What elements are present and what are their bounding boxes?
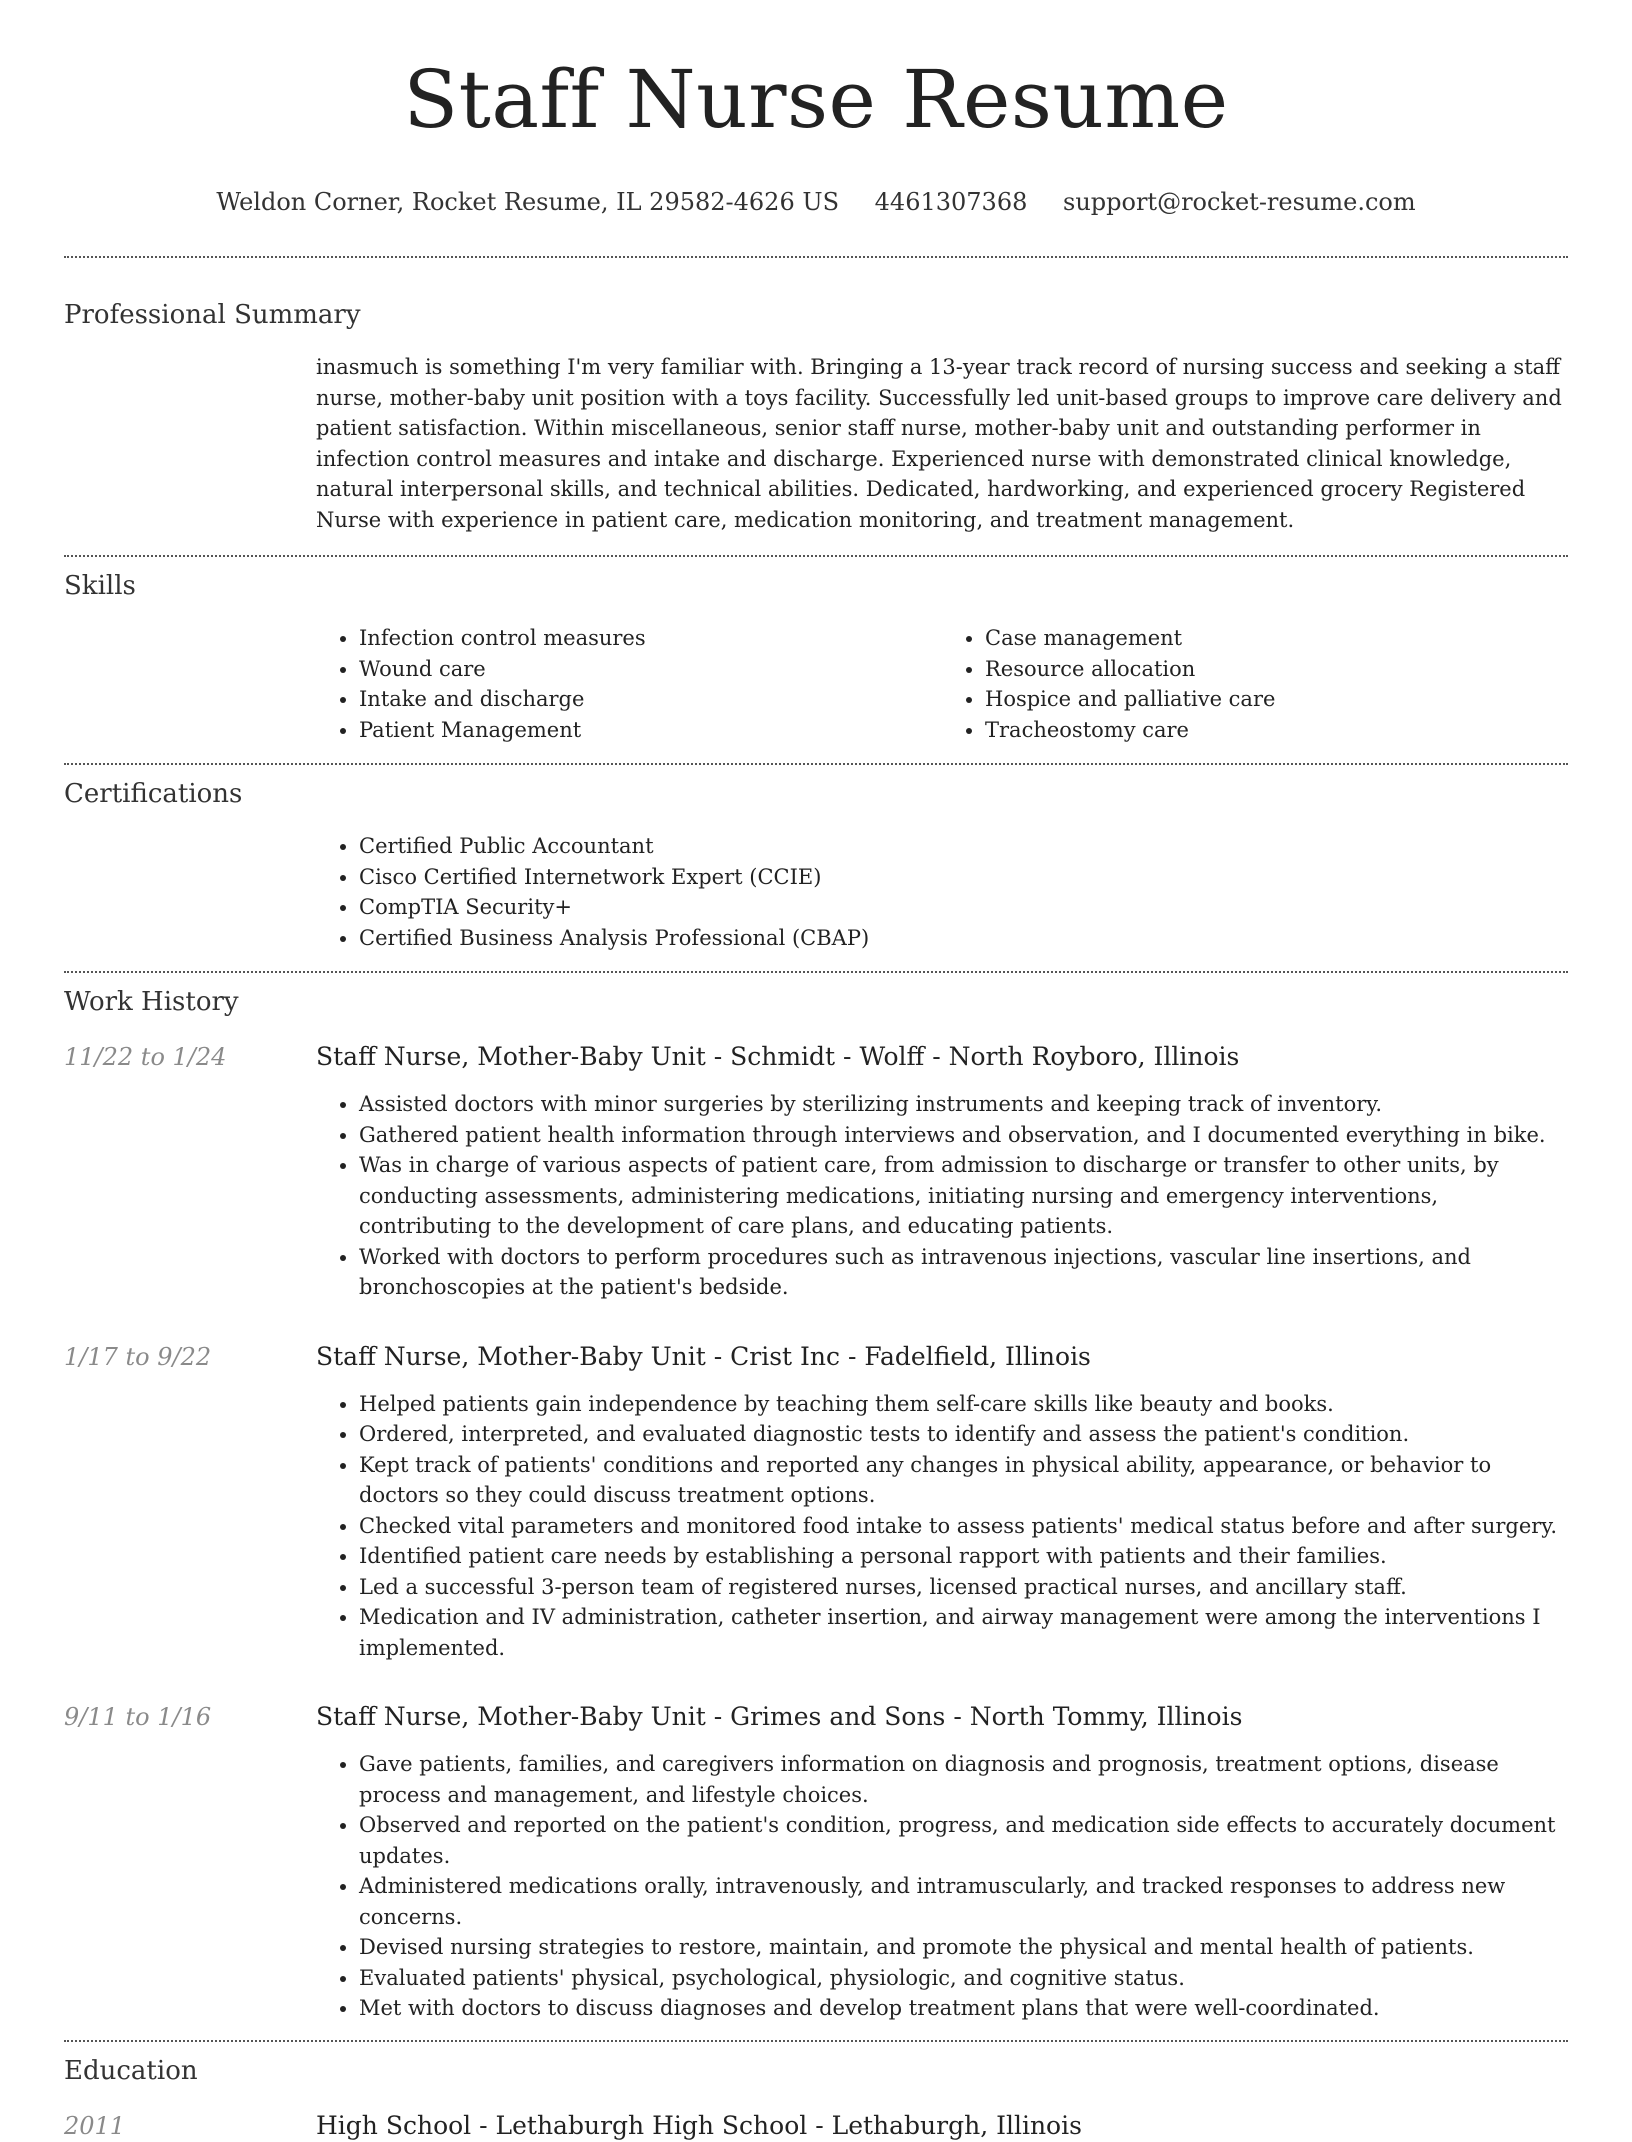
education-entry [64, 2110, 1568, 2142]
job-bullet: • Administered medications orally, intravenously, and intramuscularly, and tracked responses to address new concerns. [359, 1871, 1568, 1932]
certification-item: • Cisco Certified Internetwork Expert (CCIE) [359, 862, 1568, 893]
job-dates: 11/22 to 1/24 [64, 1043, 227, 1071]
skills-list-right [942, 623, 1568, 745]
education-dates: 2011 [64, 2111, 126, 2140]
job-title: Staff Nurse, Mother-Baby Unit - Grimes and Sons - North Tommy, Illinois [316, 1702, 1243, 1731]
resume-title: Staff Nurse Resume [403, 53, 1229, 146]
job-header [64, 1341, 1568, 1373]
work-heading: Work History [64, 987, 239, 1017]
job-bullet: • Ordered, interpreted, and evaluated diagnostic tests to identify and assess the patient's condition. [359, 1419, 1568, 1450]
skill-item: • Wound care [359, 654, 942, 685]
header-divider [64, 256, 1568, 258]
summary-divider [64, 555, 1568, 557]
job-bullets [316, 1749, 1568, 2024]
certification-item: • Certified Business Analysis Professional (CBAP) [359, 923, 1568, 954]
certification-item: • CompTIA Security+ [359, 892, 1568, 923]
certifications-heading: Certifications [64, 779, 243, 809]
certification-item: • Certified Public Accountant [359, 831, 1568, 862]
job-bullet: • Gathered patient health information through interviews and observation, and I documented everything in bike. [359, 1120, 1568, 1151]
education-title: High School - Lethaburgh High School - Lethaburgh, Illinois [316, 2110, 1082, 2140]
job-entry [64, 1701, 1568, 2024]
summary-text: inasmuch is something I'm very familiar with. Bringing a 13-year track record of nursing success and seeking a staff nurse, mother-baby unit position with a toys facility. Successfully led unit-based groups to improve care delivery and patient satisfaction. Within miscellaneous, senior staff nurse, mother-baby unit and outstanding performer in infection control measures and intake and discharge. Experienced nurse with demonstrated clinical knowledge, natural interpersonal skills, and technical abilities. Dedicated, hardworking, and experienced grocery Registered Nurse with experience in patient care, medication monitoring, and treatment management. [316, 355, 1562, 532]
skill-item: • Case management [985, 623, 1568, 654]
summary-section [316, 352, 1568, 535]
job-bullet: • Identified patient care needs by establishing a personal rapport with patients and their families. [359, 1541, 1568, 1572]
job-bullet: • Medication and IV administration, catheter insertion, and airway management were among the interventions I implemented. [359, 1602, 1568, 1663]
job-bullet: • Assisted doctors with minor surgeries by sterilizing instruments and keeping track of inventory. [359, 1089, 1568, 1120]
job-bullet: • Met with doctors to discuss diagnoses and develop treatment plans that were well-coordinated. [359, 1993, 1568, 2024]
skill-item: • Intake and discharge [359, 684, 942, 715]
job-bullet: • Kept track of patients' conditions and reported any changes in physical ability, appearance, or behavior to doctors so they could discuss treatment options. [359, 1450, 1568, 1511]
contact-address: Weldon Corner, Rocket Resume, IL 29582-4626 US [216, 188, 840, 216]
skills-heading: Skills [64, 571, 136, 601]
job-bullet: • Was in charge of various aspects of patient care, from admission to discharge or transfer to other units, by conducting assessments, administering medications, initiating nursing and emergency interventions, contributing to the development of care plans, and educating patients. [359, 1150, 1568, 1242]
skills-section [316, 623, 1568, 745]
job-dates: 1/17 to 9/22 [64, 1342, 212, 1371]
education-header [64, 2110, 1568, 2142]
job-bullet: • Helped patients gain independence by teaching them self-care skills like beauty and books. [359, 1389, 1568, 1420]
skill-item: • Infection control measures [359, 623, 942, 654]
job-bullet: • Evaluated patients' physical, psychological, physiologic, and cognitive status. [359, 1963, 1568, 1994]
job-bullet: • Observed and reported on the patient's condition, progress, and medication side effects to accurately document updates. [359, 1810, 1568, 1871]
job-bullets [316, 1389, 1568, 1664]
job-title: Staff Nurse, Mother-Baby Unit - Crist Inc - Fadelfield, Illinois [316, 1341, 1091, 1371]
skill-item: • Resource allocation [985, 654, 1568, 685]
job-bullet: • Worked with doctors to perform procedures such as intravenous injections, vascular line insertions, and bronchoscopies at the patient's bedside. [359, 1242, 1568, 1303]
job-dates: 9/11 to 1/16 [64, 1703, 212, 1731]
job-bullets [316, 1089, 1568, 1303]
certifications-section [316, 831, 1568, 953]
job-header [64, 1041, 1568, 1073]
certifications-divider [64, 971, 1568, 973]
job-bullet: • Checked vital parameters and monitored food intake to assess patients' medical status before and after surgery. [359, 1511, 1568, 1542]
job-bullet: • Gave patients, families, and caregivers information on diagnosis and prognosis, treatment options, disease process and management, and lifestyle choices. [359, 1749, 1568, 1810]
contact-phone: 4461307368 [874, 188, 1028, 216]
skill-item: • Hospice and palliative care [985, 684, 1568, 715]
job-bullet: • Devised nursing strategies to restore, maintain, and promote the physical and mental health of patients. [359, 1932, 1568, 1963]
summary-heading: Professional Summary [64, 300, 361, 330]
job-bullet: • Led a successful 3-person team of registered nurses, licensed practical nurses, and ancillary staff. [359, 1572, 1568, 1603]
education-heading: Education [64, 2055, 198, 2086]
skill-item: • Tracheostomy care [985, 715, 1568, 746]
job-title: Staff Nurse, Mother-Baby Unit - Schmidt - Wolff - North Royboro, Illinois [316, 1042, 1240, 1071]
work-divider [64, 2040, 1568, 2042]
job-header [64, 1701, 1568, 1733]
certifications-list [316, 831, 1568, 953]
job-entry [64, 1341, 1568, 1664]
skill-item: • Patient Management [359, 715, 942, 746]
contact-line [64, 186, 1568, 218]
skills-divider [64, 763, 1568, 765]
skills-list-left [316, 623, 942, 745]
contact-email: support@rocket-resume.com [1063, 188, 1416, 216]
job-entry [64, 1041, 1568, 1303]
